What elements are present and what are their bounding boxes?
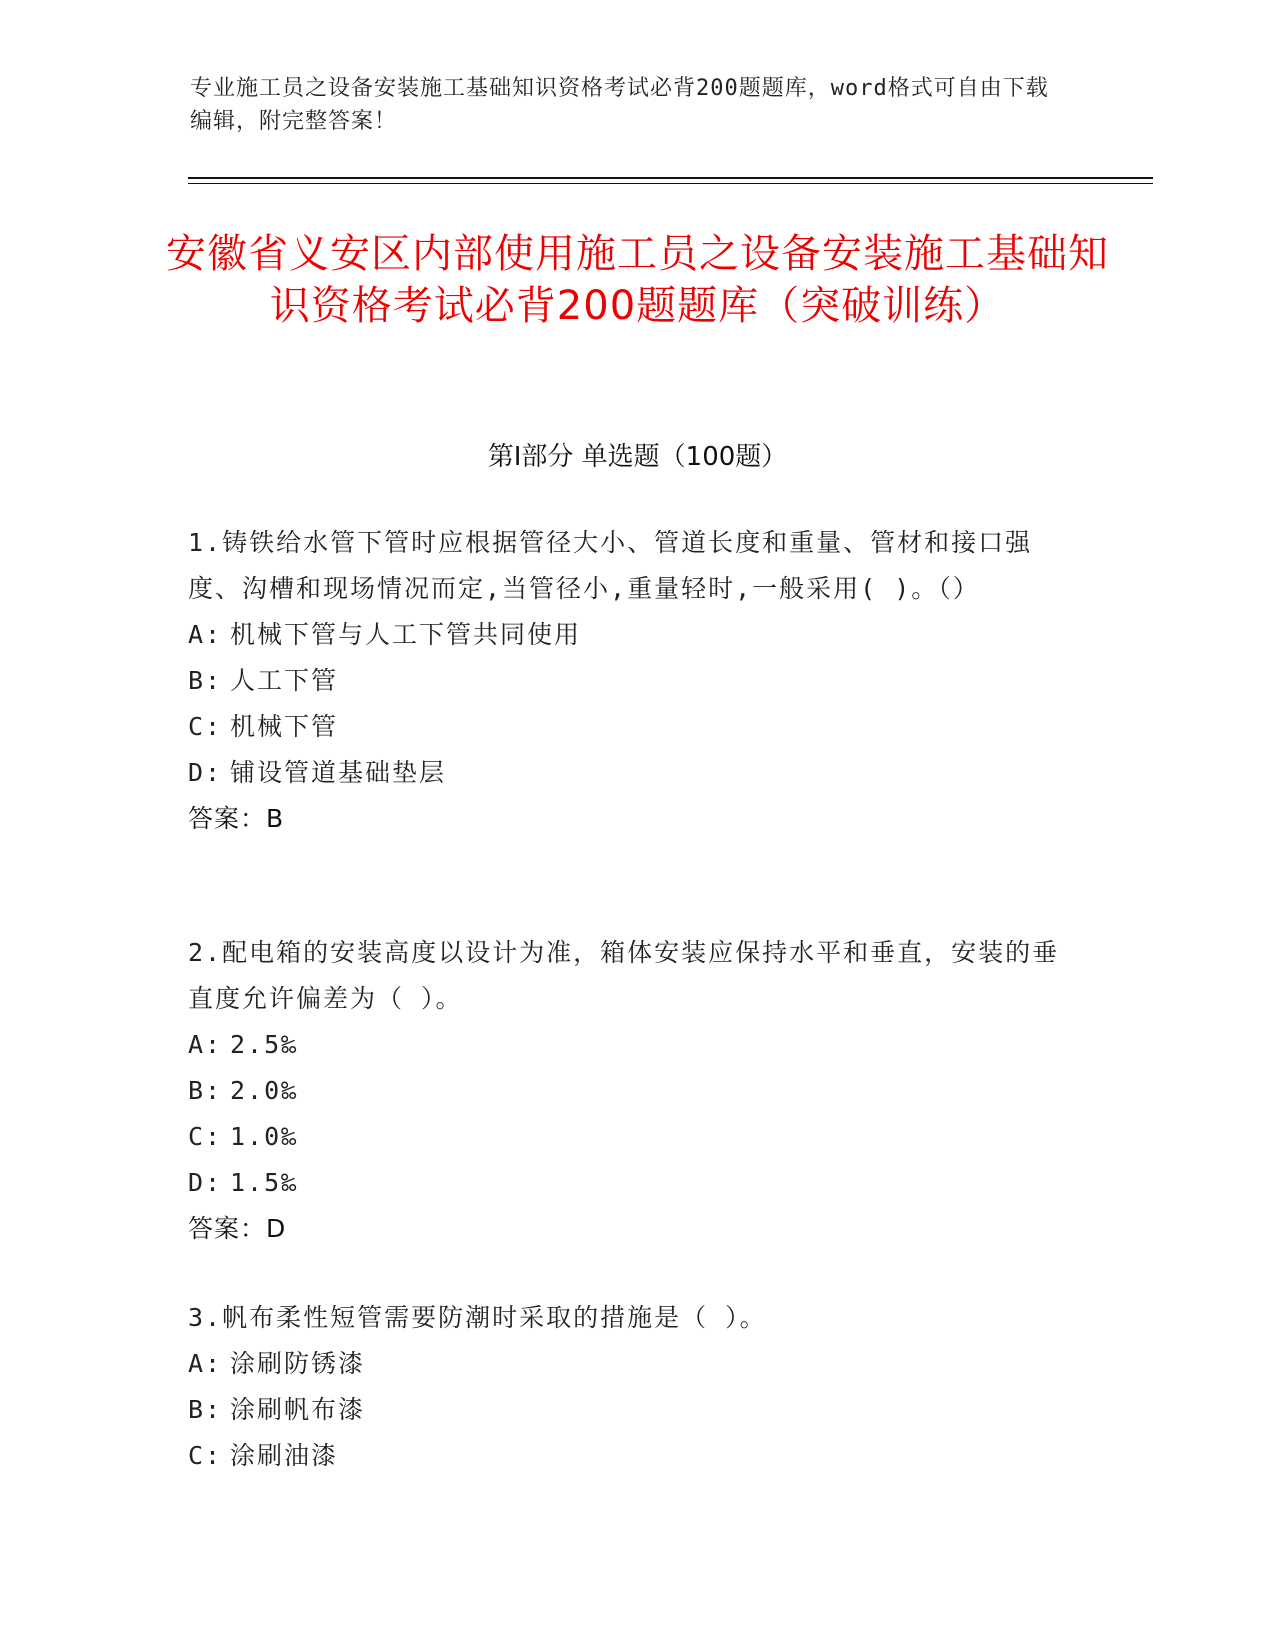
- question-2: [188, 930, 1068, 1252]
- option-key: C:: [188, 712, 223, 741]
- section-title: 第I部分 单选题（100题）: [487, 442, 788, 472]
- option-text: 涂刷油漆: [230, 1441, 339, 1470]
- option-key: B:: [188, 1076, 223, 1105]
- option-c: [188, 1114, 1068, 1160]
- option-b: [188, 1068, 1068, 1114]
- option-text: 人工下管: [230, 666, 339, 695]
- question-text: 帆布柔性短管需要防潮时采取的措施是（ ）。: [222, 1303, 767, 1332]
- header-divider-thin: [188, 183, 1153, 184]
- option-key: D:: [188, 758, 223, 787]
- question-number: 1.: [188, 528, 223, 557]
- answer-label: 答案：: [188, 1214, 267, 1243]
- option-key: D:: [188, 1168, 223, 1197]
- header-divider-thick: [188, 177, 1153, 179]
- option-text: 涂刷帆布漆: [230, 1395, 366, 1424]
- option-key: A:: [188, 1349, 223, 1378]
- question-1: [188, 520, 1068, 842]
- option-c: [188, 704, 1068, 750]
- question-3: [188, 1295, 1068, 1479]
- question-number: 3.: [188, 1303, 223, 1332]
- question-text: 配电箱的安装高度以设计为准，箱体安装应保持水平和垂直，安装的垂直度允许偏差为（ ）。: [188, 938, 1060, 1013]
- answer-label: 答案：: [188, 804, 267, 833]
- answer-line: [188, 1206, 1068, 1252]
- header-note: 专业施工员之设备安装施工基础知识资格考试必背200题题库，word格式可自由下载编辑，附完整答案！: [190, 76, 1049, 134]
- option-text: 铺设管道基础垫层: [230, 758, 447, 787]
- question-number: 2.: [188, 938, 223, 967]
- option-key: A:: [188, 1030, 223, 1059]
- option-text: 机械下管: [230, 712, 339, 741]
- option-b: [188, 658, 1068, 704]
- question-stem: [188, 520, 1068, 612]
- option-text: 涂刷防锈漆: [230, 1349, 366, 1378]
- option-key: C:: [188, 1122, 223, 1151]
- option-b: [188, 1387, 1068, 1433]
- option-a: [188, 1341, 1068, 1387]
- answer-value: D: [266, 1214, 287, 1243]
- question-stem: [188, 1295, 1068, 1341]
- question-stem: [188, 930, 1068, 1022]
- option-text: 1.5‰: [230, 1168, 299, 1197]
- option-c: [188, 1433, 1068, 1479]
- option-a: [188, 612, 1068, 658]
- answer-line: [188, 796, 1068, 842]
- option-key: A:: [188, 620, 223, 649]
- option-text: 机械下管与人工下管共同使用: [230, 620, 582, 649]
- option-text: 2.5‰: [230, 1030, 299, 1059]
- option-key: B:: [188, 666, 223, 695]
- question-text: 铸铁给水管下管时应根据管径大小、管道长度和重量、管材和接口强度、沟槽和现场情况而定,当管径小,重量轻时,一般采用( )。（）: [188, 528, 1033, 603]
- option-key: B:: [188, 1395, 223, 1424]
- option-key: C:: [188, 1441, 223, 1470]
- option-d: [188, 1160, 1068, 1206]
- option-text: 1.0‰: [230, 1122, 299, 1151]
- option-d: [188, 750, 1068, 796]
- option-a: [188, 1022, 1068, 1068]
- option-text: 2.0‰: [230, 1076, 299, 1105]
- document-title: 安徽省义安区内部使用施工员之设备安装施工基础知识资格考试必背200题题库（突破训练）: [166, 231, 1109, 329]
- answer-value: B: [266, 804, 285, 833]
